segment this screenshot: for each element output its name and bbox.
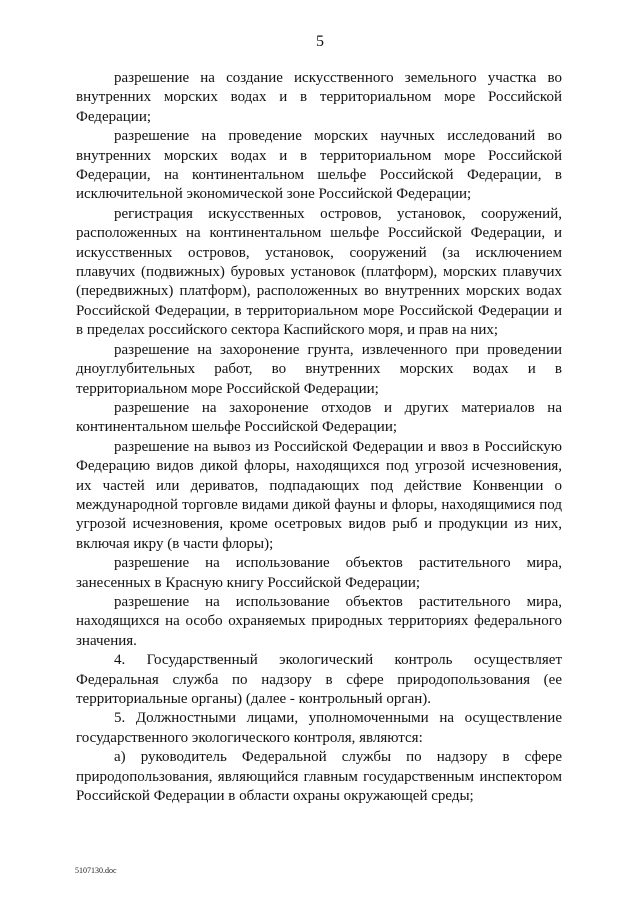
paragraph-permit-flora-export-import: разрешение на вывоз из Российской Федерации и ввоз в Российскую Федерацию видов дикой флоры, находящихся под угрозой исчезновения, их частей или дериватов, подпадающих под действие Конвенции о международной торговле видами дикой фауны и флоры, находящимися под угрозой исчезновения, кроме осетровых видов рыб и продукции из них, включая икру (в части флоры); bbox=[76, 438, 562, 552]
footer-file-name: 5107130.doc bbox=[75, 866, 117, 875]
paragraph-permit-waste-disposal: разрешение на захоронение отходов и других материалов на континентальном шельфе Российской Федерации; bbox=[76, 399, 562, 436]
paragraph-item-5-officials: 5. Должностными лицами, уполномоченными на осуществление государственного экологического контроля, являются: bbox=[76, 710, 562, 746]
paragraph-registration-artificial-islands: регистрация искусственных островов, установок, сооружений, расположенных на континентальном шельфе Российской Федерации, и искусственных островов, установок, сооружений (за исключением плавучих (подвижных) буровых установок (платформ), морских плавучих (передвижных) платформ), расположенных во внутренних морских водах Российской Федерации, в территориальном море Российской Федерации и в пределах российского сектора Каспийского моря, и прав на них; bbox=[76, 205, 562, 339]
paragraph-permit-soil-disposal: разрешение на захоронение грунта, извлеченного при проведении дноуглубительных работ, во внутренних морских водах и в территориальном море Российской Федерации; bbox=[76, 341, 562, 397]
paragraph-item-5a-head: а) руководитель Федеральной службы по надзору в сфере природопользования, являющийся главным государственным инспектором Российской Федерации в области охраны окружающей среды; bbox=[76, 749, 562, 805]
document-body bbox=[76, 69, 562, 806]
paragraph-permit-protected-areas: разрешение на использование объектов растительного мира, находящихся на особо охраняемых природных территориях федерального значения. bbox=[76, 593, 562, 649]
paragraph-permit-red-book-plants: разрешение на использование объектов растительного мира, занесенных в Красную книгу Российской Федерации; bbox=[76, 555, 562, 591]
page-number: 5 bbox=[316, 33, 324, 50]
paragraph-permit-marine-research: разрешение на проведение морских научных исследований во внутренних морских водах и в территориальном море Российской Федерации, на континентальном шельфе Российской Федерации, в исключительной экономической зоне Российской Федерации; bbox=[76, 128, 562, 203]
paragraph-permit-artificial-land-plot: разрешение на создание искусственного земельного участка во внутренних морских водах и в территориальном море Российской Федерации; bbox=[76, 70, 562, 125]
paragraph-item-4-control-body: 4. Государственный экологический контроль осуществляет Федеральная служба по надзору в сфере природопользования (ее территориальные органы) (далее - контрольный орган). bbox=[76, 652, 562, 707]
